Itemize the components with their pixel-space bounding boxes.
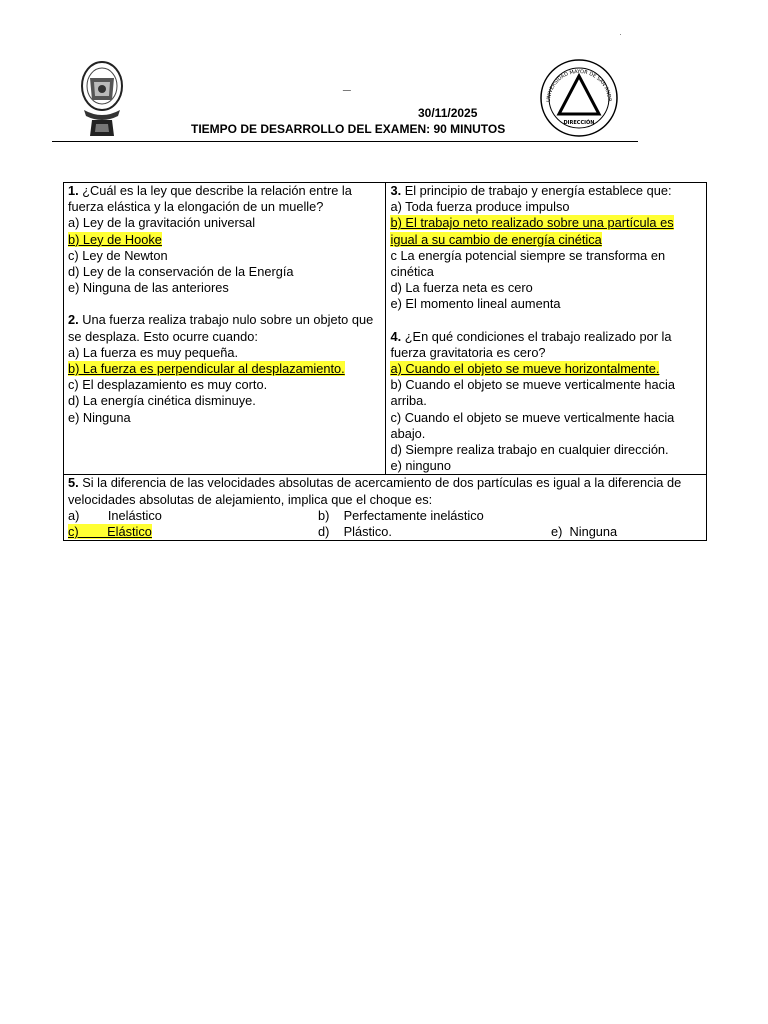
question-3-option-a: a) Toda fuerza produce impulso [390,199,570,215]
question-1-number: 1. [68,183,79,198]
question-3-option-d: d) La fuerza neta es cero [390,280,533,296]
spacer [390,313,702,329]
question-4-option-a-answer: a) Cuando el objeto se mueve horizontalmente. [390,361,660,377]
question-3-option-b-answer: b) El trabajo neto realizado sobre una partícula es igual a su cambio de energía cinética [390,215,674,247]
question-3-option-e: e) El momento lineal aumenta [390,296,561,312]
title-placeholder: _ [343,76,351,92]
question-3-stem [390,183,702,199]
question-2-option-b-answer: b) La fuerza es perpendicular al desplazamiento. [68,361,345,377]
question-1-option-a: a) Ley de la gravitación universal [68,215,256,231]
question-3 [390,183,702,313]
question-2-number: 2. [68,312,79,328]
exam-header [0,0,768,160]
question-5-option-d: d) Plástico. [318,524,392,540]
exam-questions-table [63,182,707,541]
umsa-crest-logo [76,58,128,140]
question-1-stem [68,183,381,215]
questions-row-2 [64,475,707,541]
question-1-text: ¿Cuál es la ley que describe la relación entre la fuerza elástica y la elongación de un muelle? [68,183,352,215]
question-4-stem [390,329,702,361]
question-cell-full [64,475,707,541]
question-3-option-c: c La energía potencial siempre se transforma en cinética [390,247,666,280]
exam-date: 30/11/2025 [418,106,478,120]
question-cell-right [386,183,707,475]
question-2-text: Una fuerza realiza trabajo nulo sobre un objeto que se desplaza. Esto ocurre cuando: [68,312,374,344]
seal-inner-text: DIRECCIÓN [563,120,595,126]
question-4-option-b: b) Cuando el objeto se mueve verticalmente hacia arriba. [390,377,676,409]
spacer [68,296,381,312]
question-1-option-e: e) Ninguna de las anteriores [68,280,229,296]
question-4-number: 4. [390,328,402,344]
question-5-option-e: e) Ninguna [551,524,618,540]
grid-filler [551,508,701,524]
question-2-option-d: d) La energía cinética disminuye. [68,393,256,409]
question-5-option-c-answer: c) Elástico [68,524,152,540]
question-3-text: El principio de trabajo y energía establece que: [401,183,672,198]
question-1-option-b-answer: b) Ley de Hooke [68,231,162,247]
question-2-option-c: c) El desplazamiento es muy corto. [68,377,268,393]
question-5-option-b: b) Perfectamente inelástico [318,507,484,523]
question-5-text: Si la diferencia de las velocidades absolutas de acercamiento de dos partículas es igual a la diferencia de velocidades absolutas de alejamiento, implica que el choque es: [68,475,682,507]
question-5-number: 5. [68,475,79,491]
svg-text:UNIVERSIDAD MAYOR DE SAN ANDRÉ [538,58,612,102]
question-3-number: 3. [390,183,402,198]
scan-dot [620,34,621,35]
question-2-option-a: a) La fuerza es muy pequeña. [68,344,239,360]
question-cell-left [64,183,386,475]
question-2 [68,312,381,425]
questions-row-1 [64,183,707,475]
question-5-stem [68,475,702,507]
question-4 [390,329,702,475]
exam-duration: TIEMPO DE DESARROLLO DEL EXAMEN: 90 MINUTOS [191,122,506,136]
question-2-option-e: e) Ninguna [68,409,131,425]
question-2-stem [68,312,381,344]
seal-ring-text: UNIVERSIDAD MAYOR DE SAN ANDR [545,68,613,103]
prefacultativo-seal-logo [538,58,620,138]
question-5-options [68,508,702,540]
question-1-option-c: c) Ley de Newton [68,247,168,263]
question-4-option-c: c) Cuando el objeto se mueve verticalmente hacia abajo. [390,409,675,441]
question-4-option-e: e) ninguno [390,458,451,474]
question-1-option-d: d) Ley de la conservación de la Energía [68,264,294,280]
question-4-text: ¿En qué condiciones el trabajo realizado por la fuerza gravitatoria es cero? [390,328,672,360]
question-5 [68,475,702,540]
question-5-option-a: a) Inelástico [68,507,162,523]
header-rule [52,141,638,142]
question-4-option-d: d) Siempre realiza trabajo en cualquier dirección. [390,442,669,458]
question-1 [68,183,381,296]
